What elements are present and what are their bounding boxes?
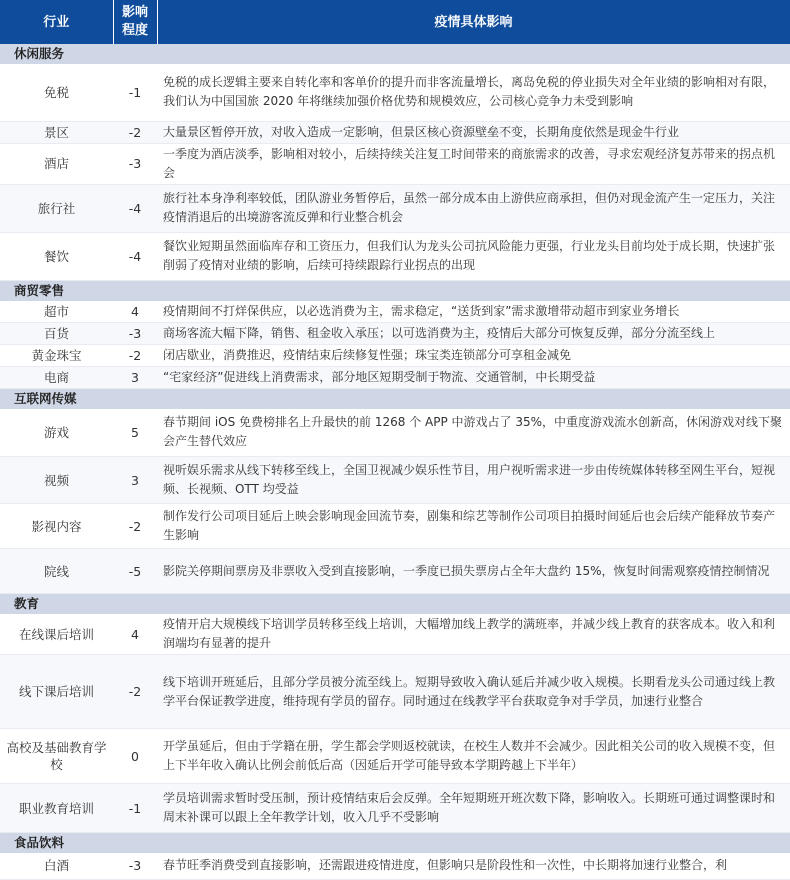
industry-cell: 职业教育培训 xyxy=(0,784,113,833)
detail-cell: 线下培训开班延后，且部分学员被分流至线上。短期导致收入确认延后并减少收入规模。长期看龙头公司通过线上教学平台保证教学进度，维持现有学员的留存。同时通过在线教学平台获取竞争对手学员，加速行业整合 xyxy=(157,655,790,729)
table-row xyxy=(0,409,790,457)
impact-cell: -4 xyxy=(113,184,157,232)
table-body xyxy=(0,44,790,879)
detail-cell: 餐饮业短期虽然面临库存和工资压力，但我们认为龙头公司抗风险能力更强，行业龙头目前均处于成长期，快速扩张削弱了疫情对业绩的影响，后续可持续跟踪行业拐点的出现 xyxy=(157,232,790,280)
table-row xyxy=(0,457,790,504)
section-title: 教育 xyxy=(0,594,790,615)
header-detail: 疫情具体影响 xyxy=(157,0,790,44)
detail-cell: 商场客流大幅下降，销售、租金收入承压；以可选消费为主，疫情后大部分可恢复反弹，部分分流至线上 xyxy=(157,322,790,344)
detail-cell: “宅家经济”促进线上消费需求，部分地区短期受制于物流、交通管制，中长期受益 xyxy=(157,366,790,388)
industry-cell: 免税 xyxy=(0,64,113,121)
detail-cell: 制作发行公司项目延后上映会影响现金回流节奏，剧集和综艺等制作公司项目拍摄时间延后也会后续产能释放节奏产生影响 xyxy=(157,504,790,549)
header-row xyxy=(0,0,790,44)
industry-cell: 在线课后培训 xyxy=(0,614,113,655)
table-row xyxy=(0,344,790,366)
industry-cell: 游戏 xyxy=(0,409,113,457)
impact-cell: -2 xyxy=(113,344,157,366)
impact-cell: -3 xyxy=(113,143,157,184)
section-title: 食品饮料 xyxy=(0,833,790,854)
industry-cell: 线下课后培训 xyxy=(0,655,113,729)
detail-cell: 旅行社本身净利率较低，团队游业务暂停后，虽然一部分成本由上游供应商承担，但仍对现金流产生一定压力，关注疫情消退后的出境游客流反弹和行业整合机会 xyxy=(157,184,790,232)
section-header xyxy=(0,388,790,409)
table-row xyxy=(0,301,790,323)
detail-cell: 免税的成长逻辑主要来自转化率和客单价的提升而非客流量增长，离岛免税的停业损失对全年业绩的影响相对有限，我们认为中国国旅 2020 年将继续加强价格优势和规模效应，公司核心竞争力未受到影响 xyxy=(157,64,790,121)
table-row xyxy=(0,784,790,833)
header-industry: 行业 xyxy=(0,0,113,44)
table-row xyxy=(0,655,790,729)
impact-cell: -1 xyxy=(113,784,157,833)
table-row xyxy=(0,853,790,879)
impact-cell: 5 xyxy=(113,409,157,457)
industry-cell: 视频 xyxy=(0,457,113,504)
industry-cell: 酒店 xyxy=(0,143,113,184)
industry-cell: 院线 xyxy=(0,549,113,594)
section-header xyxy=(0,833,790,854)
industry-cell: 电商 xyxy=(0,366,113,388)
section-header xyxy=(0,280,790,301)
detail-cell: 开学虽延后，但由于学籍在册，学生都会学则返校就读，在校生人数并不会减少。因此相关公司的收入规模不变，但上下半年收入确认比例会前低后高（因延后开学可能导致本学期跨越上下半年） xyxy=(157,729,790,784)
impact-cell: 3 xyxy=(113,366,157,388)
impact-cell: -3 xyxy=(113,322,157,344)
section-title: 休闲服务 xyxy=(0,44,790,64)
industry-cell: 旅行社 xyxy=(0,184,113,232)
impact-cell: -2 xyxy=(113,121,157,143)
table-row xyxy=(0,366,790,388)
table-row xyxy=(0,143,790,184)
impact-cell: -3 xyxy=(113,853,157,879)
table-row xyxy=(0,504,790,549)
detail-cell: 影院关停期间票房及非票收入受到直接影响，一季度已损失票房占全年大盘约 15%，恢复时间需观察疫情控制情况 xyxy=(157,549,790,594)
industry-cell: 影视内容 xyxy=(0,504,113,549)
section-title: 互联网传媒 xyxy=(0,388,790,409)
industry-cell: 超市 xyxy=(0,301,113,323)
table-row xyxy=(0,232,790,280)
impact-cell: -4 xyxy=(113,232,157,280)
impact-cell: 4 xyxy=(113,614,157,655)
table-row xyxy=(0,121,790,143)
table-row xyxy=(0,729,790,784)
detail-cell: 疫情开启大规模线下培训学员转移至线上培训，大幅增加线上教学的满班率，并减少线上教育的获客成本。收入和利润端均有显著的提升 xyxy=(157,614,790,655)
industry-cell: 百货 xyxy=(0,322,113,344)
detail-cell: 春节期间 iOS 免费榜排名上升最快的前 1268 个 APP 中游戏占了 35%，中重度游戏流水创新高，休闲游戏对线下聚会产生替代效应 xyxy=(157,409,790,457)
industry-cell: 白酒 xyxy=(0,853,113,879)
impact-cell: 4 xyxy=(113,301,157,323)
table-row xyxy=(0,184,790,232)
detail-cell: 疫情期间不打烊保供应，以必选消费为主，需求稳定，“送货到家”需求激增带动超市到家业务增长 xyxy=(157,301,790,323)
section-header xyxy=(0,594,790,615)
detail-cell: 大量景区暂停开放，对收入造成一定影响，但景区核心资源壁垒不变，长期角度依然是现金牛行业 xyxy=(157,121,790,143)
impact-cell: -5 xyxy=(113,549,157,594)
detail-cell: 春节旺季消费受到直接影响，还需跟进疫情进度，但影响只是阶段性和一次性，中长期将加速行业整合，利 xyxy=(157,853,790,879)
table-row xyxy=(0,322,790,344)
section-title: 商贸零售 xyxy=(0,280,790,301)
impact-cell: 0 xyxy=(113,729,157,784)
table-row xyxy=(0,614,790,655)
table-row xyxy=(0,64,790,121)
industry-cell: 高校及基础教育学校 xyxy=(0,729,113,784)
section-header xyxy=(0,44,790,64)
impact-cell: -2 xyxy=(113,504,157,549)
impact-cell: -1 xyxy=(113,64,157,121)
header-impact-line1: 影响 xyxy=(121,5,148,20)
detail-cell: 视听娱乐需求从线下转移至线上，全国卫视减少娱乐性节目，用户视听需求进一步由传统媒体转移至网生平台，短视频、长视频、OTT 均受益 xyxy=(157,457,790,504)
detail-cell: 学员培训需求暂时受压制，预计疫情结束后会反弹。全年短期班开班次数下降，影响收入。长期班可通过调整课时和周末补课可以跟上全年教学计划，收入几乎不受影响 xyxy=(157,784,790,833)
industry-cell: 景区 xyxy=(0,121,113,143)
industry-cell: 黄金珠宝 xyxy=(0,344,113,366)
industry-cell: 餐饮 xyxy=(0,232,113,280)
impact-cell: -2 xyxy=(113,655,157,729)
detail-cell: 一季度为酒店淡季，影响相对较小，后续持续关注复工时间带来的商旅需求的改善，寻求宏观经济复苏带来的拐点机会 xyxy=(157,143,790,184)
detail-cell: 闭店歇业，消费推迟，疫情结束后续修复性强；珠宝类连锁部分可享租金减免 xyxy=(157,344,790,366)
table-row xyxy=(0,549,790,594)
impact-cell: 3 xyxy=(113,457,157,504)
header-impact-line2: 程度 xyxy=(121,23,148,38)
header-impact xyxy=(113,0,157,44)
